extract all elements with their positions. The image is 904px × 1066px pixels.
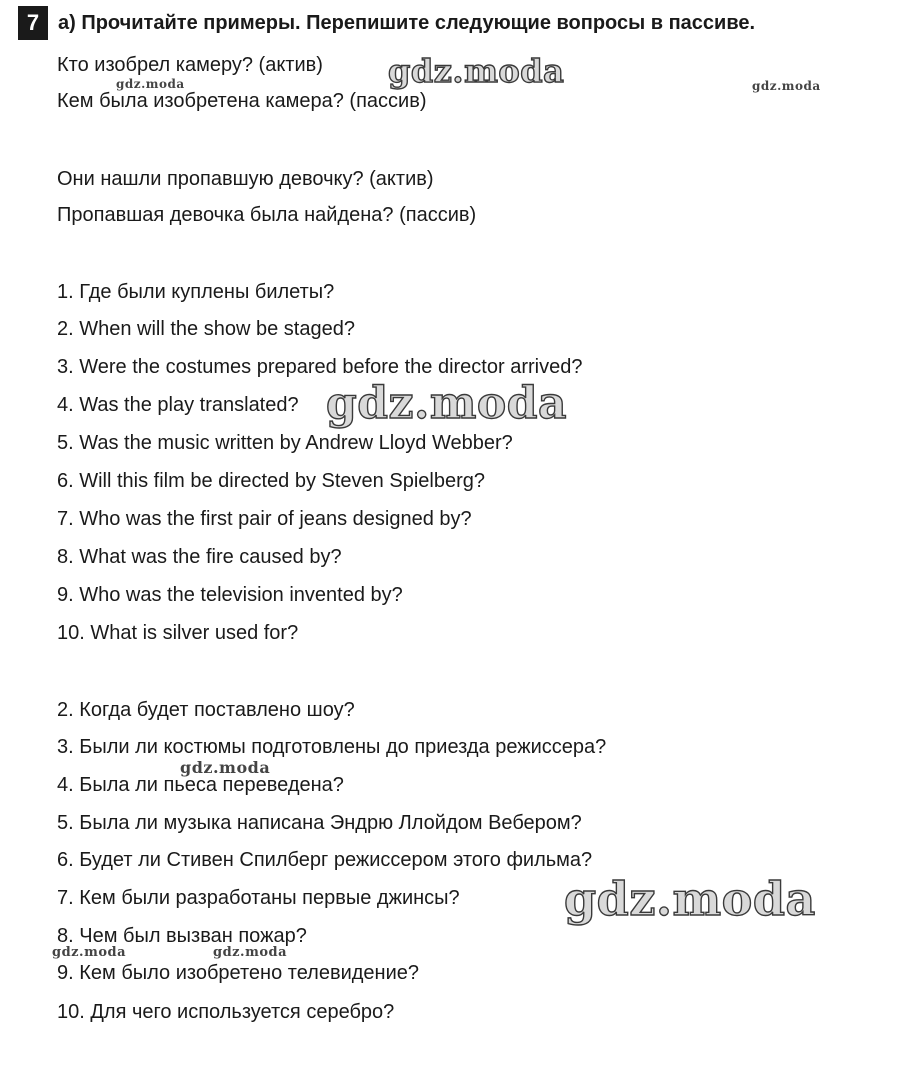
watermark: gdz.moda	[180, 758, 271, 777]
example-line: Кем была изобретена камера? (пассив)	[57, 90, 427, 112]
answer-ru-line: 5. Была ли музыка написана Эндрю Ллойдом Вебером?	[57, 812, 582, 834]
answer-ru-line: 10. Для чего используется серебро?	[57, 1001, 395, 1023]
example-line: Кто изобрел камеру? (актив)	[57, 54, 323, 76]
answer-en-line: 6. Will this film be directed by Steven Spielberg?	[57, 470, 485, 492]
answer-en-line: 10. What is silver used for?	[57, 622, 299, 644]
answer-ru-line: 9. Кем было изобретено телевидение?	[57, 962, 420, 984]
answer-en-line: 5. Was the music written by Andrew Lloyd Webber?	[57, 432, 513, 454]
watermark: gdz.moda	[388, 52, 565, 90]
watermark: gdz.moda	[52, 945, 127, 960]
answer-en-line: 1. Где были куплены билеты?	[57, 281, 335, 303]
answer-ru-line: 7. Кем были разработаны первые джинсы?	[57, 887, 460, 909]
watermark: gdz.moda	[752, 79, 821, 93]
watermark: gdz.moda	[326, 378, 568, 429]
answer-en-line: 2. When will the show be staged?	[57, 318, 355, 340]
answer-en-line: 3. Were the costumes prepared before the director arrived?	[57, 356, 583, 378]
answer-en-line: 8. What was the fire caused by?	[57, 546, 342, 568]
answer-en-line: 4. Was the play translated?	[57, 394, 299, 416]
watermark: gdz.moda	[116, 77, 185, 91]
watermark: gdz.moda	[213, 945, 288, 960]
answer-ru-line: 6. Будет ли Стивен Спилберг режиссером этого фильма?	[57, 849, 593, 871]
answer-ru-line: 8. Чем был вызван пожар?	[57, 925, 307, 947]
example-line: Они нашли пропавшую девочку? (актив)	[57, 168, 434, 190]
answer-en-line: 7. Who was the first pair of jeans designed by?	[57, 508, 472, 530]
example-line: Пропавшая девочка была найдена? (пассив)	[57, 204, 477, 226]
answer-ru-line: 4. Была ли пьеса переведена?	[57, 774, 344, 796]
answer-en-line: 9. Who was the television invented by?	[57, 584, 403, 606]
task-title: а) Прочитайте примеры. Перепишите следующие вопросы в пассиве.	[58, 12, 756, 34]
answer-ru-line: 2. Когда будет поставлено шоу?	[57, 699, 355, 721]
watermark: gdz.moda	[564, 872, 816, 926]
answer-ru-line: 3. Были ли костюмы подготовлены до приезда режиссера?	[57, 736, 607, 758]
task-number-badge: 7	[18, 6, 48, 40]
